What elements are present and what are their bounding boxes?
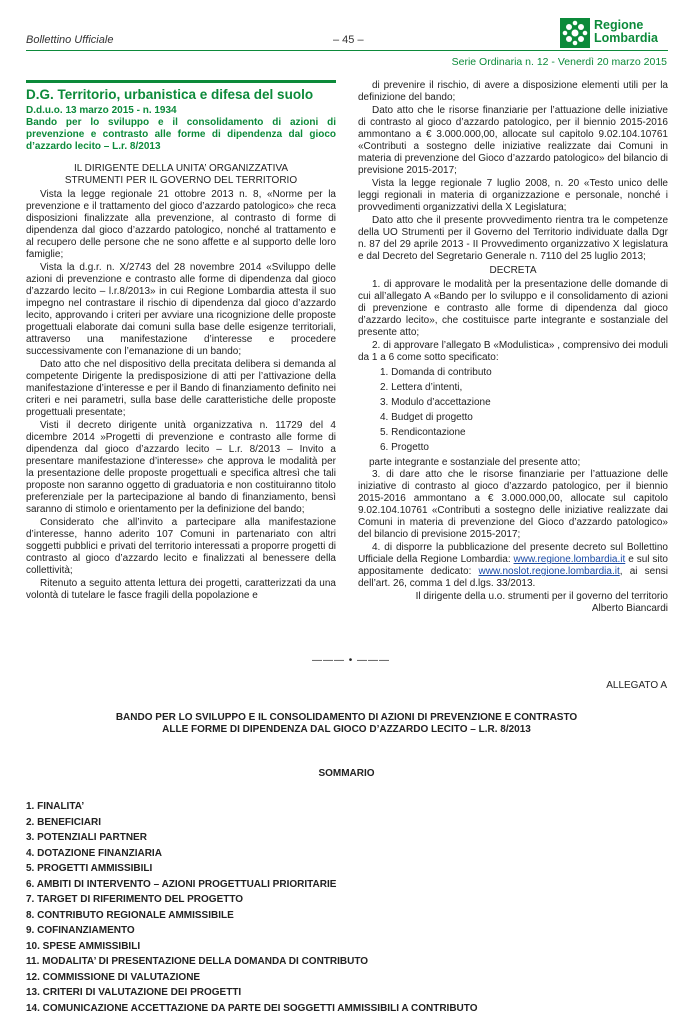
paragraph: Vista la legge regionale 21 ottobre 2013 n. 8, «Norme per la prevenzione e il trattamento del gioco d’azzardo patologico» che reca disposizioni finalizzate alla prevenzione, al contrasto di forme di dipendenza dal gioco d’azzardo patologico, nonché al trattamento e al recupero delle persone che ne sono affette e al supporto delle loro famiglie; — [26, 189, 336, 260]
toc-item: 8. CONTRIBUTO REGIONALE AMMISSIBILE — [26, 909, 234, 921]
paragraph: Visti il decreto dirigente unità organizzativa n. 11729 del 4 dicembre 2014 »Progetti di prevenzione e contrasto alle forme di dipendenza dal gioco d’azzardo lecito – L.r. 8/2013 – Invito a presentare manifestazione d’interesse» che approva le modalità per la presentazione delle proposte progettuali e specifica altresì che tali proposte non saranno oggetto di graduatoria e non costituiranno titolo preferenziale per la partecipazione al bando di finanziamento, bensì saranno di stimolo e orientamento per la definizione del bando; — [26, 420, 336, 515]
module-item: 3. Modulo d’accettazione — [380, 397, 491, 408]
section-rule — [26, 80, 336, 83]
module-item: 5. Rendicontazione — [380, 427, 466, 438]
point4-text-a: 4. di disporre la pubblicazione del presente decreto sul Bollettino Ufficiale della Regione Lombardia: — [358, 542, 668, 565]
paragraph: Vista la d.g.r. n. X/2743 del 28 novembre 2014 «Sviluppo delle azioni di prevenzione e contrasto alle forme di dipendenza dal gioco d’azzardo lecito – l.r.8/2013» in cui Regione Lombardia attesta il suo impegno nel contrastare il rischio di dipendenza dal gioco d’azzardo lecito, approvando i criteri per avviare una ricognizione delle proposte progettuali elaborate dai comuni sulla base delle esigenze territoriali, attraverso una manifestazione d’interesse e procedere successivamente con l’emanazione di un bando; — [26, 262, 336, 357]
toc-item: 9. COFINANZIAMENTO — [26, 925, 135, 936]
toc-item: 14. COMUNICAZIONE ACCETTAZIONE DA PARTE DEI SOGGETTI AMMISSIBILI A CONTRIBUTO — [26, 1002, 478, 1014]
authority-line2: STRUMENTI PER IL GOVERNO DEL TERRITORIO — [64, 175, 298, 186]
authority-line1: IL DIRIGENTE DELLA UNITA’ ORGANIZZATIVA — [73, 163, 289, 174]
regione-lombardia-logo — [560, 18, 680, 48]
decree-point-4 — [358, 542, 668, 590]
rosa-camuna-icon — [560, 18, 590, 48]
toc-item: 1. FINALITA’ — [26, 801, 85, 812]
toc-item: 4. DOTAZIONE FINANZIARIA — [26, 847, 162, 859]
toc-item: 12. COMMISSIONE DI VALUTAZIONE — [26, 971, 201, 983]
toc-item: 3. POTENZIALI PARTNER — [26, 832, 147, 843]
paragraph: Dato atto che il presente provvedimento rientra tra le competenze della UO Strumenti per il Governo del Territorio individuate dalla Dgr n. 87 del 29 aprile 2013 - II Provvedimento organizzativo X legislatura e dal Decreto del Segretario Generale n. 7110 del 25 luglio 2013; — [358, 215, 668, 262]
module-item: 1. Domanda di contributo — [380, 367, 492, 378]
page-number: – 45 – — [333, 34, 364, 46]
logo-line2: Lombardia — [594, 31, 658, 45]
bando-title — [26, 712, 667, 736]
module-item: 4. Budget di progetto — [380, 412, 473, 423]
sommario-heading: SOMMARIO — [318, 768, 375, 779]
allegato-label: ALLEGATO A — [606, 680, 667, 691]
toc-item: 5. PROGETTI AMMISSIBILI — [26, 863, 153, 874]
regione-lombardia-link[interactable]: www.regione.lombardia.it — [513, 554, 626, 565]
paragraph: Dato atto che nel dispositivo della precitata delibera si demanda al competente Dirigente la predisposizione di atti per l’attivazione della manifestazione d’interesse e per il Bando di finanziamento definito nei criteri e nei parametri, sulla base delle caratteristiche delle proposte progettuali presentate; — [26, 359, 336, 418]
bando-title-line1: BANDO PER LO SVILUPPO E IL CONSOLIDAMENTO DI AZIONI DI PREVENZIONE E CONTRASTO — [115, 712, 578, 723]
toc-item: 7. TARGET DI RIFERIMENTO DEL PROGETTO — [26, 894, 244, 905]
logo-line1: Regione — [594, 18, 644, 32]
toc-item: 10. SPESE AMMISSIBILI — [26, 940, 141, 952]
section-title: D.G. Territorio, urbanistica e difesa del suolo — [26, 87, 314, 102]
signature-name: Alberto Biancardi — [591, 603, 668, 614]
section-divider: ——— • ——— — [312, 655, 391, 666]
publication-name: Bollettino Ufficiale — [26, 34, 114, 46]
paragraph: di prevenire il rischio, di avere a disposizione elementi utili per la definizione del bando; — [358, 80, 668, 103]
point4-text-c: , ai sensi dell’art. 26, comma 1 del d.lgs. 33/2013. — [358, 566, 668, 589]
module-list-end: parte integrante e sostanziale del presente atto; — [369, 457, 581, 468]
point4-text-b: e sul sito appositamente dedicato: — [358, 554, 668, 577]
paragraph: Vista la legge regionale 7 luglio 2008, n. 20 «Testo unico delle leggi regionali in materia di organizzazione e personale, nonché i provvedimenti organizzativi della X Legislatura; — [358, 178, 668, 213]
module-item: 6. Progetto — [380, 442, 429, 453]
decree-id: D.d.u.o. 13 marzo 2015 - n. 1934 — [26, 105, 177, 116]
decree-point-2: 2. di approvare l’allegato B «Modulistica» , comprensivo dei moduli da 1 a 6 come sotto specificato: — [358, 340, 668, 363]
paragraph: Dato atto che le risorse finanziarie per l’attuazione delle iniziative di contrasto al gioco d’azzardo patologico, per il biennio 2015-2016 ammontano a € 3.000.000,00, allocate sul capitolo 9.02.104.10761 «Contributi a sostegno delle iniziative realizzate dai Comuni in materia di prevenzione del Gioco d’azzardo patologico» del bilancio di previsione 2015-2017; — [358, 105, 668, 176]
toc-item: 13. CRITERI DI VALUTAZIONE DEI PROGETTI — [26, 987, 242, 998]
table-of-contents — [26, 799, 667, 1016]
paragraph: Considerato che all’invito a partecipare alla manifestazione d’interesse, hanno aderito 107 Comuni in partenariato con altri soggetti pubblici e privati del territorio interessati a proporre progetti di contrasto al gioco d’azzardo lecito e finalizzati al benessere della collettività; — [26, 517, 336, 576]
decree-point-3: 3. di dare atto che le risorse finanziarie per l’attuazione delle iniziative di contrasto al gioco d’azzardo patologico, per il biennio 2015-2016 ammontano a € 3.000.000,00, allocate sul capitolo 9.02.104.10761 «Contributi a sostegno delle iniziative realizzate dai Comuni in materia di prevenzione del Gioco d’azzardo patologico» del bilancio di previsione 2015-2017; — [358, 469, 668, 540]
decree-subject: Bando per lo sviluppo e il consolidamento di azioni di prevenzione e contrasto alle forme di dipendenza dal gioco d’azzardo lecito – L.r. 8/2013 — [26, 117, 336, 152]
noslot-link[interactable]: www.noslot.regione.lombardia.it — [478, 566, 620, 577]
toc-item: 11. MODALITA’ DI PRESENTAZIONE DELLA DOMANDA DI CONTRIBUTO — [26, 956, 369, 967]
serie-info: Serie Ordinaria n. 12 - Venerdì 20 marzo 2015 — [451, 56, 667, 68]
decreta-heading: DECRETA — [489, 265, 537, 276]
header-rule — [26, 50, 668, 51]
right-column — [358, 80, 668, 615]
left-column — [26, 80, 336, 603]
signature-role: Il dirigente della u.o. strumenti per il governo del territorio — [415, 591, 668, 602]
toc-item: 2. BENEFICIARI — [26, 816, 102, 828]
module-item: 2. Lettera d’intenti, — [380, 382, 463, 393]
toc-item: 6. AMBITI DI INTERVENTO – AZIONI PROGETTUALI PRIORITARIE — [26, 878, 337, 890]
bando-title-line2: ALLE FORME DI DIPENDENZA DAL GIOCO D’AZZARDO LECITO – L.R. 8/2013 — [162, 724, 531, 735]
decree-point-1: 1. di approvare le modalità per la presentazione delle domande di cui all’allegato A «Bando per lo sviluppo e il consolidamento di azioni di prevenzione e contrasto alle forme di dipendenza dal gioco d’azzardo lecito», che costituisce parte integrante e sostanziale del presente atto; — [358, 279, 668, 338]
paragraph: Ritenuto a seguito attenta lettura dei progetti, caratterizzati da una volontà di tutelare le fasce fragili della popolazione e — [26, 578, 336, 601]
